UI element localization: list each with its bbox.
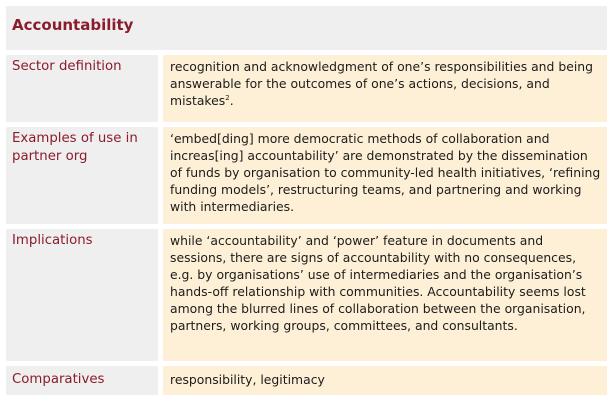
table-row-implications [6,229,607,361]
row-value-text: recognition and acknowledgment of one’s responsibilities and being answerable for the outcomes of one’s actions, decisions, and mistakes [170,59,593,109]
row-label: Sector definition [6,55,158,122]
row-value: ‘embed[ding] more democratic methods of collaboration and increas[ing] accountability’ are demonstrated by the dissemination of funds by organisation to community-led health initiatives, ‘refining funding models’, restructuring teams, and partnering and working with intermediaries. [163,127,607,224]
table-row-sector-definition [6,55,607,122]
row-label: Implications [6,229,158,361]
row-label: Examples of use in partner org [6,127,158,224]
footnote-marker[interactable]: 2 [225,94,230,103]
row-value: responsibility, legitimacy [163,366,607,395]
table-header [6,6,607,50]
row-label: Comparatives [6,366,158,395]
definition-table [6,6,607,400]
row-value [163,55,607,122]
row-value-suffix: . [229,93,234,109]
table-title: Accountability [12,16,134,34]
row-value: while ‘accountability’ and ‘power’ feature in documents and sessions, there are signs of accountability with no consequences, e.g. by organisations’ use of intermediaries and the organisation’s hands-off relationship with communities. Accountability seems lost among the blurred lines of collaboration between the organisation, partners, working groups, committees, and consultants. [163,229,607,361]
table-row-examples [6,127,607,224]
table-row-comparatives [6,366,607,395]
